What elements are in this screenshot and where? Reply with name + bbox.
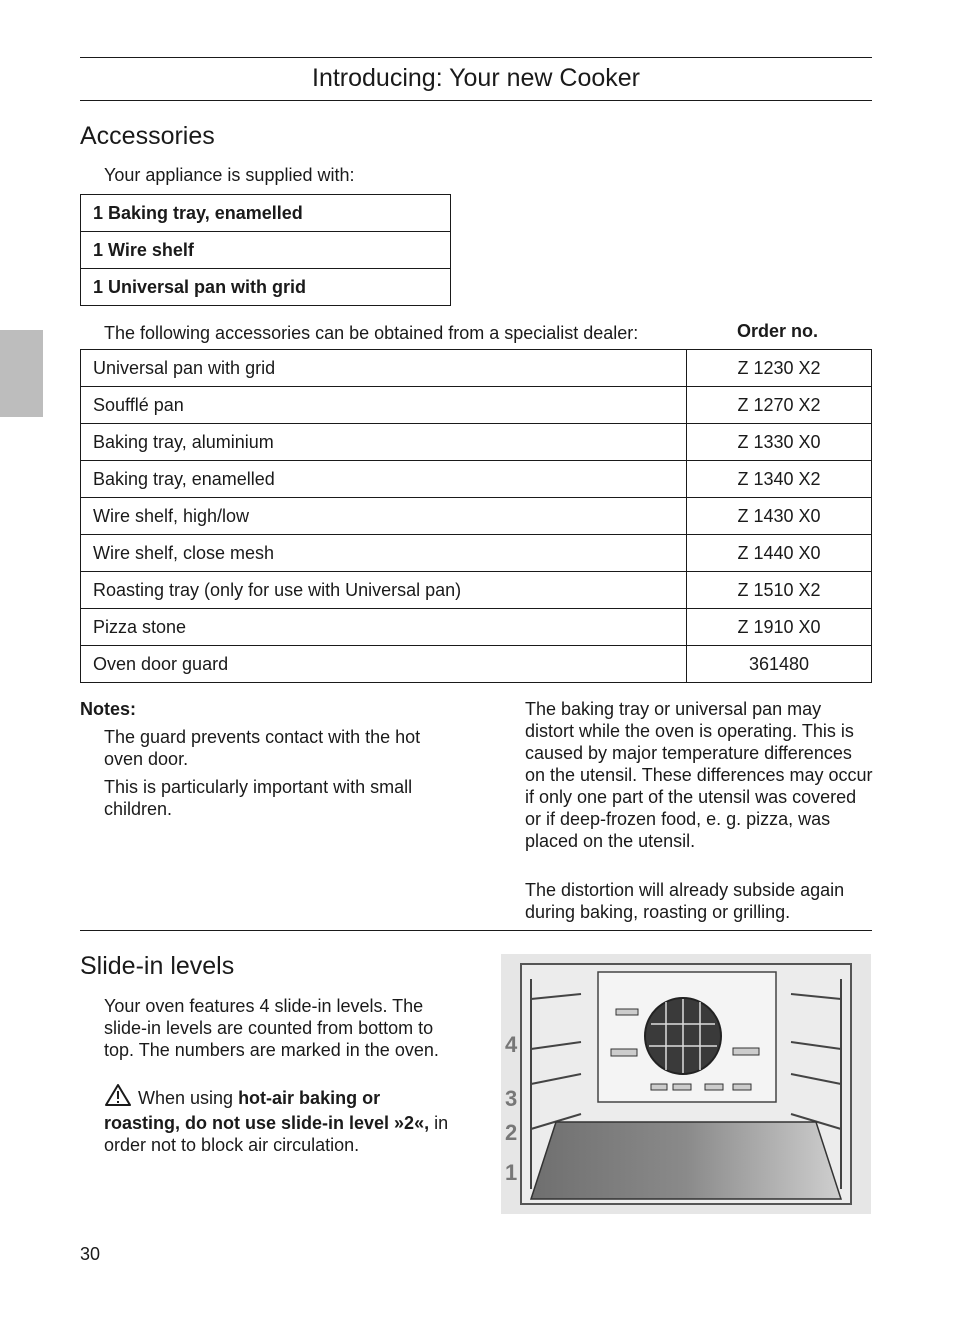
table-row <box>81 572 872 609</box>
header-top-rule <box>80 57 872 58</box>
table-row <box>81 350 872 387</box>
table-row <box>81 232 451 269</box>
warning-prefix: When using <box>138 1088 239 1108</box>
warning-bold-text: hot-air baking or roasting, do not use slide-in level »2«, <box>104 1088 430 1133</box>
table-row <box>81 195 451 232</box>
accessory-name: Baking tray, enamelled <box>81 461 687 498</box>
accessory-name: Oven door guard <box>81 646 687 683</box>
order-number: Z 1330 X0 <box>687 424 872 461</box>
notes-right-paragraph-1: The baking tray or universal pan may distort while the oven is operating. This is caused by major temperature differences on the utensil. These differences may occur if only one part of the utensil was covered or if deep-frozen food, e. g. pizza, was placed on the utensil. <box>525 699 873 851</box>
notes-left-paragraph-2: This is particularly important with small children. <box>104 777 413 819</box>
supplied-item: 1 Universal pan with grid <box>81 269 451 306</box>
table-row <box>81 424 872 461</box>
order-number: Z 1440 X0 <box>687 535 872 572</box>
order-number: Z 1510 X2 <box>687 572 872 609</box>
notes-label: Notes: <box>80 699 137 719</box>
warning-suffix: in order not to block air circulation. <box>104 1113 449 1155</box>
page-header-title: Introducing: Your new Cooker <box>312 64 640 92</box>
table-row <box>81 498 872 535</box>
order-number: Z 1340 X2 <box>687 461 872 498</box>
order-number: Z 1270 X2 <box>687 387 872 424</box>
notes-left-paragraph-1: The guard prevents contact with the hot oven door. <box>104 727 421 769</box>
table-row <box>81 646 872 683</box>
accessory-name: Wire shelf, close mesh <box>81 535 687 572</box>
accessory-name: Soufflé pan <box>81 387 687 424</box>
level-label-2: 2 <box>505 1120 518 1145</box>
table-row <box>81 609 872 646</box>
order-no-header: Order no. <box>737 321 819 341</box>
optional-intro: The following accessories can be obtained from a specialist dealer: <box>104 323 639 343</box>
accessory-name: Baking tray, aluminium <box>81 424 687 461</box>
supplied-item: 1 Baking tray, enamelled <box>81 195 451 232</box>
accessory-name: Wire shelf, high/low <box>81 498 687 535</box>
level-label-3: 3 <box>505 1086 518 1111</box>
table-row <box>81 461 872 498</box>
accessory-name: Universal pan with grid <box>81 350 687 387</box>
accessories-heading: Accessories <box>80 122 215 150</box>
supplied-intro: Your appliance is supplied with: <box>104 165 355 185</box>
table-row <box>81 269 451 306</box>
slide-in-heading: Slide-in levels <box>80 952 235 980</box>
order-number: Z 1430 X0 <box>687 498 872 535</box>
slide-in-warning <box>104 1083 456 1156</box>
optional-accessories-table <box>80 349 872 683</box>
supplied-items-table <box>80 194 451 306</box>
notes-right-paragraph-2: The distortion will already subside again during baking, roasting or grilling. <box>525 880 845 922</box>
warning-triangle-icon <box>104 1083 132 1112</box>
section-divider <box>80 930 872 931</box>
oven-interior-illustration <box>501 954 871 1214</box>
level-label-4: 4 <box>505 1032 518 1057</box>
header-bottom-rule <box>80 100 872 101</box>
supplied-item: 1 Wire shelf <box>81 232 451 269</box>
table-row <box>81 535 872 572</box>
side-tab-marker <box>0 330 43 417</box>
slide-in-paragraph: Your oven features 4 slide-in levels. The slide-in levels are counted from bottom to top. The numbers are marked in the oven. <box>104 996 439 1060</box>
level-label-1: 1 <box>505 1160 518 1185</box>
order-number: 361480 <box>687 646 872 683</box>
accessory-name: Pizza stone <box>81 609 687 646</box>
page-number: 30 <box>80 1244 101 1264</box>
order-number: Z 1910 X0 <box>687 609 872 646</box>
table-row <box>81 387 872 424</box>
accessory-name: Roasting tray (only for use with Universal pan) <box>81 572 687 609</box>
order-number: Z 1230 X2 <box>687 350 872 387</box>
